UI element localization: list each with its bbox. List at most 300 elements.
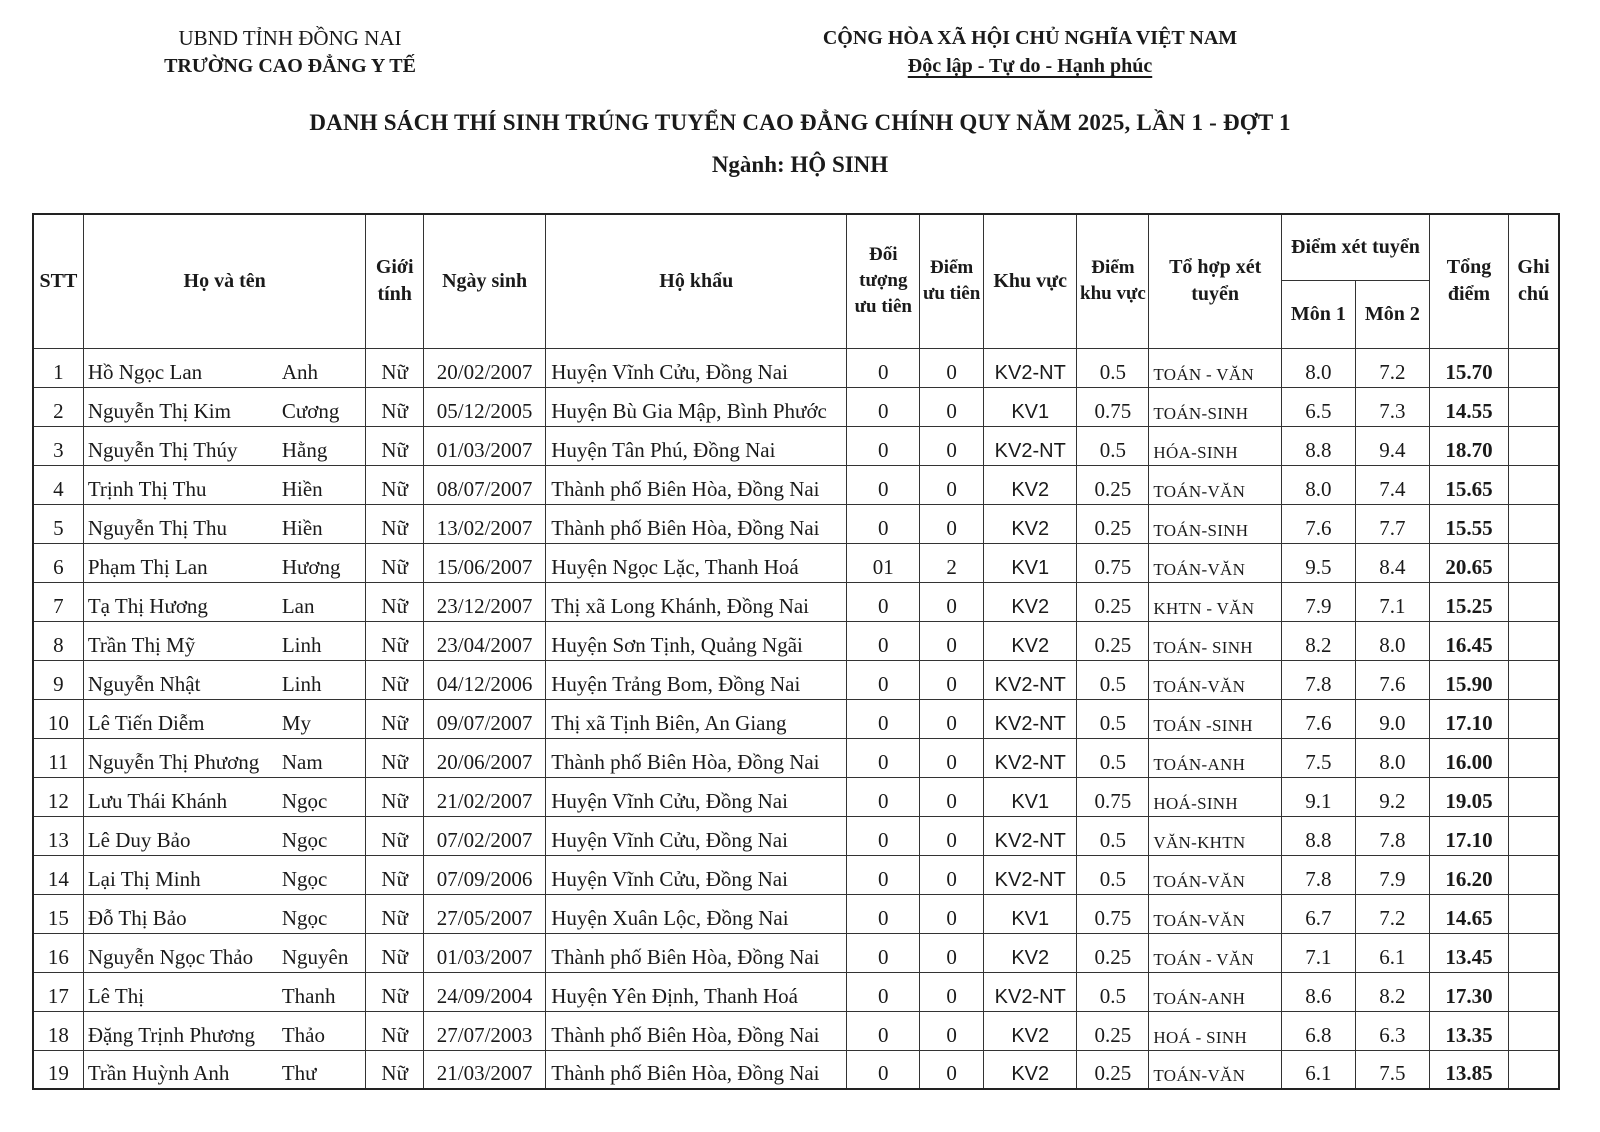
row-priority-points: 0 (920, 699, 984, 738)
row-address: Huyện Sơn Tịnh, Quảng Ngãi (546, 621, 847, 660)
row-name (83, 972, 366, 1011)
row-priority-group: 0 (847, 582, 920, 621)
row-area-points: 0.25 (1077, 1011, 1149, 1050)
row-dob: 23/04/2007 (423, 621, 545, 660)
first-middle-name: Lại Thị Minh (87, 866, 201, 891)
row-note (1509, 972, 1559, 1011)
row-address: Thành phố Biên Hòa, Đồng Nai (546, 933, 847, 972)
row-name (83, 543, 366, 582)
row-dob: 08/07/2007 (423, 465, 545, 504)
row-total: 16.00 (1429, 738, 1508, 777)
row-subject1: 8.0 (1281, 465, 1355, 504)
row-priority-group: 0 (847, 699, 920, 738)
given-name: Lan (281, 593, 315, 618)
row-priority-points: 0 (920, 582, 984, 621)
row-combo: TOÁN-SINH (1149, 504, 1282, 543)
row-priority-group: 0 (847, 426, 920, 465)
row-combo: TOÁN -SINH (1149, 699, 1282, 738)
col-header-address: Hộ khẩu (546, 214, 847, 348)
row-priority-points: 0 (920, 660, 984, 699)
col-header-note: Ghi chú (1509, 214, 1559, 348)
row-note (1509, 1011, 1559, 1050)
table-row (33, 699, 1559, 738)
row-subject2: 7.6 (1355, 660, 1429, 699)
given-name: Hiền (281, 515, 323, 540)
row-subject1: 8.0 (1281, 348, 1355, 387)
row-dob: 27/05/2007 (423, 894, 545, 933)
row-note (1509, 621, 1559, 660)
row-stt: 1 (33, 348, 83, 387)
row-area-points: 0.5 (1077, 348, 1149, 387)
first-middle-name: Đỗ Thị Bảo (87, 905, 187, 930)
row-priority-group: 0 (847, 972, 920, 1011)
row-total: 16.20 (1429, 855, 1508, 894)
row-priority-group: 0 (847, 621, 920, 660)
row-note (1509, 894, 1559, 933)
row-stt: 3 (33, 426, 83, 465)
row-address: Thành phố Biên Hòa, Đồng Nai (546, 738, 847, 777)
national-header (770, 24, 1290, 80)
col-header-gender: Giới tính (366, 214, 424, 348)
row-priority-group: 0 (847, 738, 920, 777)
row-stt: 9 (33, 660, 83, 699)
row-dob: 20/02/2007 (423, 348, 545, 387)
table-row (33, 972, 1559, 1011)
row-name (83, 660, 366, 699)
row-stt: 5 (33, 504, 83, 543)
row-total: 13.85 (1429, 1050, 1508, 1089)
first-middle-name: Nguyễn Thị Kim (87, 398, 231, 423)
row-area: KV2-NT (983, 738, 1077, 777)
first-middle-name: Lê Duy Bảo (87, 827, 191, 852)
row-stt: 18 (33, 1011, 83, 1050)
row-combo: TOÁN-VĂN (1149, 543, 1282, 582)
row-area: KV2-NT (983, 972, 1077, 1011)
table-row (33, 933, 1559, 972)
row-name (83, 387, 366, 426)
row-gender: Nữ (366, 621, 424, 660)
row-area-points: 0.75 (1077, 777, 1149, 816)
row-dob: 21/03/2007 (423, 1050, 545, 1089)
row-stt: 12 (33, 777, 83, 816)
row-gender: Nữ (366, 387, 424, 426)
given-name: Linh (281, 671, 322, 696)
school-name: TRƯỜNG CAO ĐẲNG Y TẾ (164, 55, 416, 77)
row-dob: 21/02/2007 (423, 777, 545, 816)
given-name: Nguyên (281, 944, 349, 969)
row-subject1: 7.8 (1281, 660, 1355, 699)
given-name: Hiền (281, 476, 323, 501)
document-subtitle: Ngành: HỘ SINH (711, 152, 889, 177)
row-note (1509, 933, 1559, 972)
row-area-points: 0.25 (1077, 933, 1149, 972)
row-priority-points: 0 (920, 972, 984, 1011)
row-subject2: 8.0 (1355, 738, 1429, 777)
row-gender: Nữ (366, 543, 424, 582)
given-name: Thư (281, 1061, 317, 1085)
row-priority-group: 0 (847, 504, 920, 543)
document-title: DANH SÁCH THÍ SINH TRÚNG TUYỂN CAO ĐẲNG CHÍNH QUY NĂM 2025, LẦN 1 - ĐỢT 1 (309, 110, 1291, 135)
row-subject2: 7.2 (1355, 894, 1429, 933)
row-gender: Nữ (366, 855, 424, 894)
row-gender: Nữ (366, 504, 424, 543)
row-priority-group: 0 (847, 816, 920, 855)
row-area: KV2 (983, 1050, 1077, 1089)
row-name (83, 777, 366, 816)
given-name: Hương (281, 554, 341, 579)
row-name (83, 582, 366, 621)
row-total: 20.65 (1429, 543, 1508, 582)
first-middle-name: Nguyễn Thị Thu (87, 515, 228, 540)
row-name (83, 933, 366, 972)
first-middle-name: Hồ Ngọc Lan (87, 359, 203, 384)
row-area-points: 0.5 (1077, 738, 1149, 777)
row-area-points: 0.25 (1077, 504, 1149, 543)
row-combo: HOÁ - SINH (1149, 1011, 1282, 1050)
row-area: KV2-NT (983, 699, 1077, 738)
row-subject2: 7.5 (1355, 1050, 1429, 1089)
given-name: Cương (281, 398, 340, 423)
row-note (1509, 348, 1559, 387)
row-subject1: 8.2 (1281, 621, 1355, 660)
table-row (33, 1011, 1559, 1050)
table-row (33, 387, 1559, 426)
row-total: 15.65 (1429, 465, 1508, 504)
row-address: Huyện Vĩnh Cửu, Đồng Nai (546, 855, 847, 894)
row-address: Huyện Vĩnh Cửu, Đồng Nai (546, 348, 847, 387)
row-gender: Nữ (366, 465, 424, 504)
row-gender: Nữ (366, 582, 424, 621)
row-name (83, 816, 366, 855)
row-area: KV2-NT (983, 348, 1077, 387)
col-header-subject1: Môn 1 (1281, 280, 1355, 348)
row-combo: TOÁN-SINH (1149, 387, 1282, 426)
row-name (83, 699, 366, 738)
row-gender: Nữ (366, 1011, 424, 1050)
row-address: Thị xã Long Khánh, Đồng Nai (546, 582, 847, 621)
row-area: KV1 (983, 894, 1077, 933)
given-name: Thanh (281, 983, 336, 1008)
row-area: KV2 (983, 621, 1077, 660)
national-motto: Độc lập - Tự do - Hạnh phúc (907, 55, 1153, 77)
row-gender: Nữ (366, 348, 424, 387)
first-middle-name: Nguyễn Nhật (87, 671, 201, 696)
col-header-total: Tổng điểm (1429, 214, 1508, 348)
given-name: Nam (281, 749, 323, 774)
row-address: Huyện Ngọc Lặc, Thanh Hoá (546, 543, 847, 582)
given-name: My (281, 710, 312, 735)
row-dob: 24/09/2004 (423, 972, 545, 1011)
first-middle-name: Trịnh Thị Thu (87, 476, 207, 501)
row-address: Thành phố Biên Hòa, Đồng Nai (546, 1011, 847, 1050)
row-combo: TOÁN-ANH (1149, 738, 1282, 777)
row-gender: Nữ (366, 777, 424, 816)
row-priority-points: 0 (920, 504, 984, 543)
col-header-scores: Điểm xét tuyển (1281, 214, 1429, 280)
row-note (1509, 465, 1559, 504)
given-name: Anh (281, 359, 319, 384)
row-total: 13.45 (1429, 933, 1508, 972)
row-total: 15.70 (1429, 348, 1508, 387)
row-subject2: 7.1 (1355, 582, 1429, 621)
row-note (1509, 699, 1559, 738)
row-priority-points: 2 (920, 543, 984, 582)
row-address: Huyện Yên Định, Thanh Hoá (546, 972, 847, 1011)
col-header-combo: Tổ hợp xét tuyển (1149, 214, 1282, 348)
row-gender: Nữ (366, 894, 424, 933)
row-combo: TOÁN- SINH (1149, 621, 1282, 660)
col-header-priority-group: Đối tượng ưu tiên (847, 214, 920, 348)
col-header-area-points: Điểm khu vực (1077, 214, 1149, 348)
row-dob: 07/02/2007 (423, 816, 545, 855)
row-note (1509, 543, 1559, 582)
row-combo: HOÁ-SINH (1149, 777, 1282, 816)
row-subject2: 8.4 (1355, 543, 1429, 582)
row-priority-points: 0 (920, 894, 984, 933)
row-priority-group: 0 (847, 1011, 920, 1050)
row-total: 13.35 (1429, 1011, 1508, 1050)
row-subject2: 9.2 (1355, 777, 1429, 816)
row-note (1509, 426, 1559, 465)
row-subject2: 8.0 (1355, 621, 1429, 660)
first-middle-name: Trần Huỳnh Anh (87, 1061, 230, 1085)
row-dob: 15/06/2007 (423, 543, 545, 582)
row-area-points: 0.25 (1077, 621, 1149, 660)
row-dob: 09/07/2007 (423, 699, 545, 738)
row-stt: 8 (33, 621, 83, 660)
row-total: 19.05 (1429, 777, 1508, 816)
given-name: Hằng (281, 437, 328, 462)
first-middle-name: Trần Thị Mỹ (87, 632, 196, 657)
row-name (83, 738, 366, 777)
row-total: 15.90 (1429, 660, 1508, 699)
row-total: 14.65 (1429, 894, 1508, 933)
row-area: KV2-NT (983, 660, 1077, 699)
row-combo: TOÁN-ANH (1149, 972, 1282, 1011)
given-name: Ngọc (281, 827, 328, 852)
row-priority-group: 0 (847, 1050, 920, 1089)
col-header-subject2: Môn 2 (1355, 280, 1429, 348)
given-name: Thảo (281, 1022, 325, 1047)
row-dob: 05/12/2005 (423, 387, 545, 426)
row-subject1: 7.6 (1281, 504, 1355, 543)
row-stt: 15 (33, 894, 83, 933)
row-dob: 27/07/2003 (423, 1011, 545, 1050)
row-gender: Nữ (366, 972, 424, 1011)
row-address: Huyện Tân Phú, Đồng Nai (546, 426, 847, 465)
row-priority-group: 0 (847, 348, 920, 387)
row-total: 17.10 (1429, 699, 1508, 738)
row-address: Thành phố Biên Hòa, Đồng Nai (546, 1050, 847, 1089)
row-area-points: 0.25 (1077, 1050, 1149, 1089)
row-priority-points: 0 (920, 855, 984, 894)
row-stt: 19 (33, 1050, 83, 1089)
row-subject1: 7.5 (1281, 738, 1355, 777)
first-middle-name: Lưu Thái Khánh (87, 788, 228, 813)
row-subject1: 7.8 (1281, 855, 1355, 894)
table-row (33, 426, 1559, 465)
row-priority-points: 0 (920, 465, 984, 504)
row-address: Huyện Vĩnh Cửu, Đồng Nai (546, 816, 847, 855)
row-dob: 01/03/2007 (423, 426, 545, 465)
row-area-points: 0.75 (1077, 543, 1149, 582)
row-subject2: 6.1 (1355, 933, 1429, 972)
row-gender: Nữ (366, 816, 424, 855)
row-stt: 13 (33, 816, 83, 855)
row-stt: 7 (33, 582, 83, 621)
row-area-points: 0.5 (1077, 816, 1149, 855)
first-middle-name: Nguyễn Thị Thúy (87, 437, 238, 462)
col-header-stt: STT (33, 214, 83, 348)
row-area: KV2-NT (983, 816, 1077, 855)
row-area: KV2 (983, 582, 1077, 621)
row-subject1: 8.8 (1281, 816, 1355, 855)
row-name (83, 504, 366, 543)
row-subject2: 6.3 (1355, 1011, 1429, 1050)
row-gender: Nữ (366, 660, 424, 699)
row-priority-group: 0 (847, 894, 920, 933)
row-name (83, 465, 366, 504)
given-name: Ngọc (281, 905, 328, 930)
row-subject1: 6.7 (1281, 894, 1355, 933)
row-priority-group: 0 (847, 465, 920, 504)
row-priority-points: 0 (920, 348, 984, 387)
row-priority-points: 0 (920, 816, 984, 855)
row-subject2: 7.2 (1355, 348, 1429, 387)
row-priority-points: 0 (920, 1011, 984, 1050)
first-middle-name: Đặng Trịnh Phương (87, 1022, 256, 1047)
nation-name: CỘNG HÒA XÃ HỘI CHỦ NGHĨA VIỆT NAM (822, 27, 1238, 49)
row-area: KV1 (983, 543, 1077, 582)
row-area-points: 0.5 (1077, 855, 1149, 894)
row-total: 15.55 (1429, 504, 1508, 543)
row-note (1509, 738, 1559, 777)
row-subject1: 8.8 (1281, 426, 1355, 465)
row-priority-points: 0 (920, 1050, 984, 1089)
col-header-name: Họ và tên (83, 214, 366, 348)
issuer-header (120, 24, 460, 80)
row-dob: 01/03/2007 (423, 933, 545, 972)
row-priority-points: 0 (920, 777, 984, 816)
row-name (83, 1050, 366, 1089)
row-subject1: 6.8 (1281, 1011, 1355, 1050)
row-combo: TOÁN - VĂN (1149, 933, 1282, 972)
row-area: KV2-NT (983, 855, 1077, 894)
given-name: Ngọc (281, 866, 328, 891)
col-header-dob: Ngày sinh (423, 214, 545, 348)
row-stt: 10 (33, 699, 83, 738)
row-note (1509, 816, 1559, 855)
row-combo: TOÁN-VĂN (1149, 894, 1282, 933)
row-subject1: 7.9 (1281, 582, 1355, 621)
given-name: Ngọc (281, 788, 328, 813)
table-row (33, 621, 1559, 660)
row-address: Thị xã Tịnh Biên, An Giang (546, 699, 847, 738)
row-combo: TOÁN - VĂN (1149, 348, 1282, 387)
row-stt: 11 (33, 738, 83, 777)
row-name (83, 894, 366, 933)
row-priority-group: 0 (847, 660, 920, 699)
row-priority-group: 0 (847, 777, 920, 816)
row-priority-points: 0 (920, 738, 984, 777)
row-subject2: 7.9 (1355, 855, 1429, 894)
row-subject2: 7.4 (1355, 465, 1429, 504)
row-gender: Nữ (366, 738, 424, 777)
row-subject2: 9.4 (1355, 426, 1429, 465)
row-stt: 2 (33, 387, 83, 426)
row-area: KV2 (983, 933, 1077, 972)
first-middle-name: Nguyễn Ngọc Thảo (87, 944, 254, 969)
row-priority-group: 0 (847, 933, 920, 972)
row-area-points: 0.25 (1077, 465, 1149, 504)
row-address: Thành phố Biên Hòa, Đồng Nai (546, 465, 847, 504)
row-combo: TOÁN-VĂN (1149, 855, 1282, 894)
row-note (1509, 582, 1559, 621)
row-subject1: 9.5 (1281, 543, 1355, 582)
row-note (1509, 855, 1559, 894)
row-priority-points: 0 (920, 426, 984, 465)
row-combo: TOÁN-VĂN (1149, 660, 1282, 699)
first-middle-name: Phạm Thị Lan (87, 554, 208, 579)
table-row (33, 1050, 1559, 1089)
row-priority-points: 0 (920, 621, 984, 660)
table-row (33, 465, 1559, 504)
row-area-points: 0.5 (1077, 426, 1149, 465)
first-middle-name: Lê Tiến Diễm (87, 710, 205, 735)
row-stt: 6 (33, 543, 83, 582)
row-address: Huyện Trảng Bom, Đồng Nai (546, 660, 847, 699)
row-stt: 16 (33, 933, 83, 972)
row-combo: KHTN - VĂN (1149, 582, 1282, 621)
row-address: Huyện Bù Gia Mập, Bình Phước (546, 387, 847, 426)
row-area-points: 0.5 (1077, 699, 1149, 738)
row-subject2: 7.8 (1355, 816, 1429, 855)
row-gender: Nữ (366, 699, 424, 738)
row-area: KV2 (983, 504, 1077, 543)
row-note (1509, 777, 1559, 816)
row-dob: 13/02/2007 (423, 504, 545, 543)
table-row (33, 777, 1559, 816)
row-subject1: 7.1 (1281, 933, 1355, 972)
row-subject1: 7.6 (1281, 699, 1355, 738)
table-row (33, 855, 1559, 894)
table-row (33, 582, 1559, 621)
row-area-points: 0.75 (1077, 387, 1149, 426)
row-combo: TOÁN-VĂN (1149, 465, 1282, 504)
first-middle-name: Nguyễn Thị Phương (87, 749, 260, 774)
row-gender: Nữ (366, 933, 424, 972)
row-note (1509, 1050, 1559, 1089)
row-dob: 04/12/2006 (423, 660, 545, 699)
row-name (83, 348, 366, 387)
row-subject2: 9.0 (1355, 699, 1429, 738)
row-subject1: 8.6 (1281, 972, 1355, 1011)
row-area-points: 0.5 (1077, 660, 1149, 699)
row-priority-points: 0 (920, 387, 984, 426)
table-row (33, 504, 1559, 543)
row-dob: 20/06/2007 (423, 738, 545, 777)
row-total: 17.30 (1429, 972, 1508, 1011)
row-address: Huyện Vĩnh Cửu, Đồng Nai (546, 777, 847, 816)
row-priority-group: 0 (847, 387, 920, 426)
row-area-points: 0.75 (1077, 894, 1149, 933)
row-stt: 17 (33, 972, 83, 1011)
row-total: 16.45 (1429, 621, 1508, 660)
row-priority-group: 01 (847, 543, 920, 582)
row-total: 14.55 (1429, 387, 1508, 426)
row-note (1509, 660, 1559, 699)
table-row (33, 894, 1559, 933)
